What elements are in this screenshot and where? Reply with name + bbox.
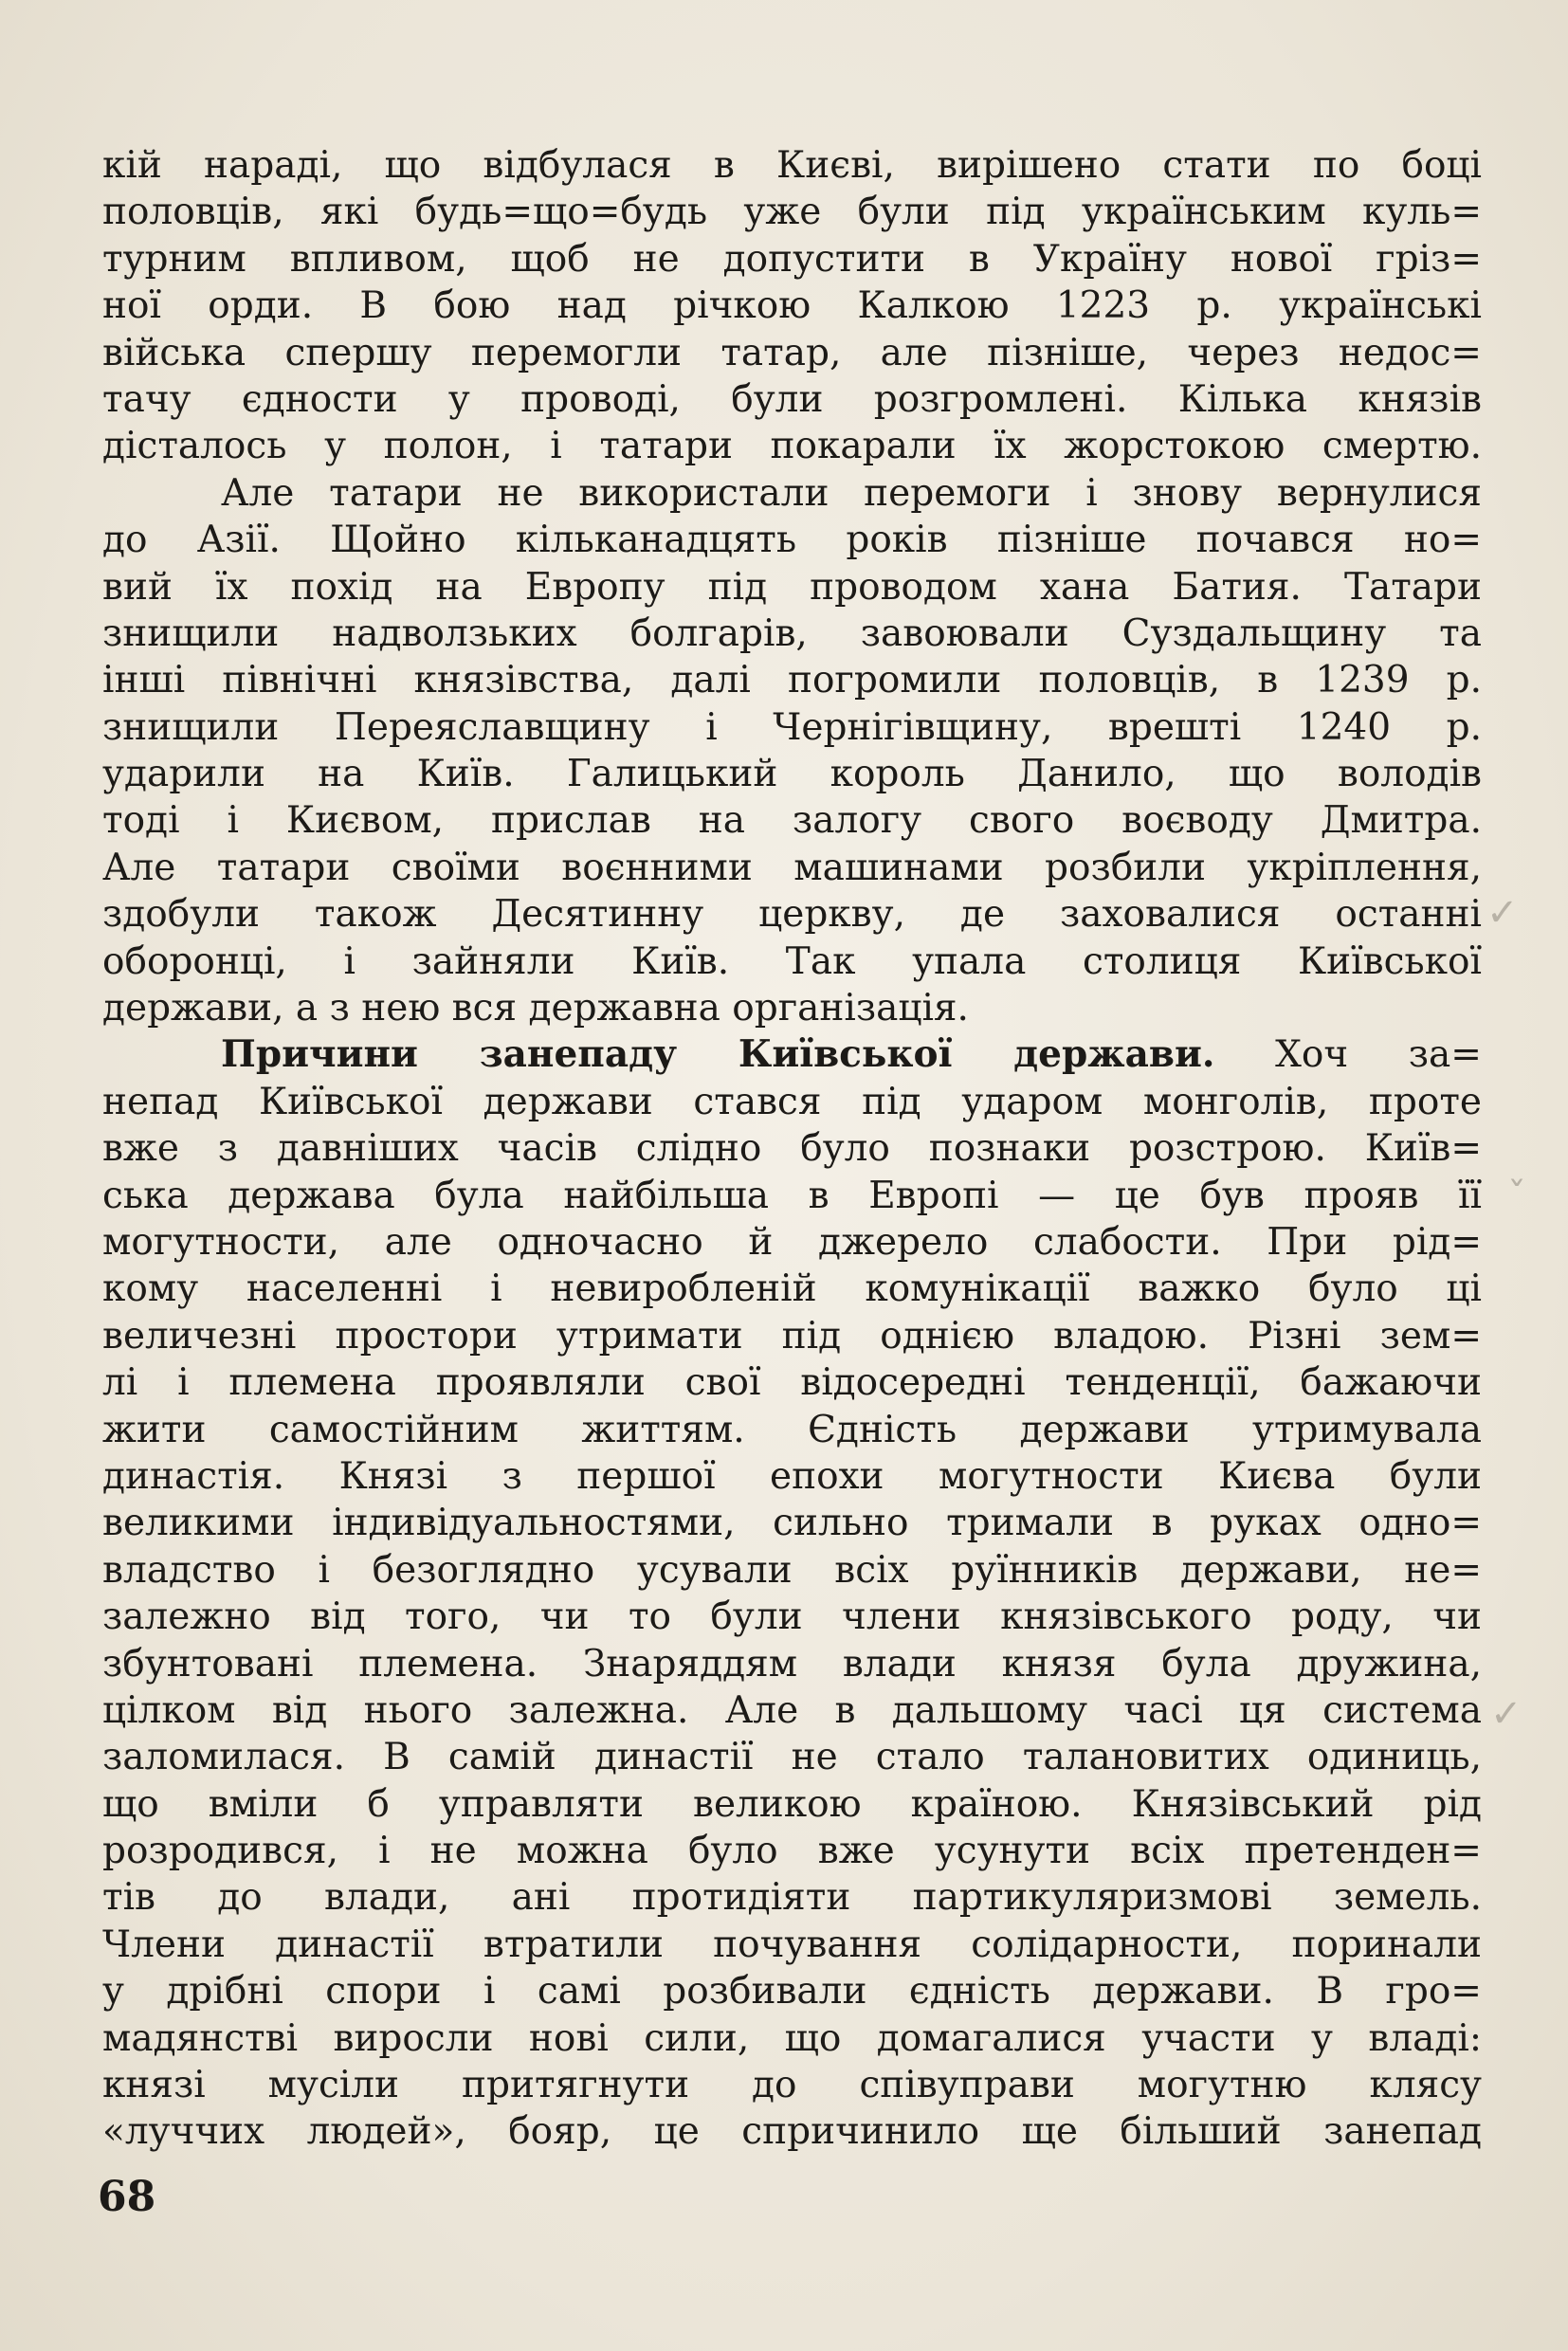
text-line: інші північні князівства, далі погромили половців, в 1239 р. — [102, 659, 1482, 702]
text-line: кому населенні і невиробленій комунікації важко було ці — [102, 1267, 1482, 1311]
text-line: тів до влади, ані протидіяти партикуляризмові земель. — [102, 1876, 1482, 1920]
text-line: тоді і Києвом, прислав на залогу свого воєводу Дмитра. — [102, 799, 1482, 843]
section-heading-line — [102, 1031, 1482, 1078]
text-line: могутности, але одночасно й джерело слабости. При рід= — [102, 1220, 1482, 1264]
text-line: непад Київської держави стався під ударом монголів, проте — [102, 1080, 1482, 1123]
text-line: князі мусіли притягнути до співуправи могутню клясу — [102, 2064, 1482, 2107]
text-line: що вміли б управляти великою країною. Князівський рід — [102, 1782, 1482, 1826]
text-line: Але татари не використали перемоги і знову вернулися — [221, 471, 1482, 515]
text-line: мадянстві виросли нові сили, що домагалися участи у владі: — [102, 2016, 1482, 2060]
text-line: тачу єдности у проводі, були розгромлені. Кілька князів — [102, 377, 1482, 421]
page-number: 68 — [98, 2173, 156, 2221]
pencil-mark: ✓ — [1486, 891, 1519, 935]
text-line: війська спершу перемогли татар, але пізніше, через недос= — [102, 331, 1482, 374]
text-line: дісталось у полон, і татари покарали їх жорстокою смертю. — [102, 425, 1482, 468]
section-heading: Причини занепаду Київської держави. — [221, 1032, 1215, 1077]
paragraph-1 — [102, 142, 1482, 470]
text-line: лі і племена проявляли свої відосередні тенденції, бажаючи — [102, 1361, 1482, 1405]
text-line: залежно від того, чи то були члени князівського роду, чи — [102, 1595, 1482, 1639]
text-line: Але татари своїми воєнними машинами розбили укріплення, — [102, 846, 1482, 889]
text-line: знищили надволзьких болгарів, завоювали Суздальщину та — [102, 611, 1482, 655]
text-line: великими індивідуальностями, сильно тримали в руках одно= — [102, 1502, 1482, 1545]
text-line: «луччих людей», бояр, це спричинило ще більший занепад — [102, 2110, 1482, 2154]
pencil-mark: ˇ — [1507, 1176, 1526, 1219]
text-line: турним впливом, щоб не допустити в Україну нової гріз= — [102, 237, 1482, 281]
text-line: владство і безоглядно усували всіх руїнників держави, не= — [102, 1548, 1482, 1592]
text-line: династія. Князі з першої епохи могутности Києва були — [102, 1454, 1482, 1498]
text-line: ська держава була найбільша в Европі — це був прояв її — [102, 1174, 1482, 1217]
text-line: цілком від нього залежна. Але в дальшому часі ця система — [102, 1688, 1482, 1732]
heading-line-rest: Хоч за= — [1275, 1033, 1482, 1077]
text-line: ударили на Київ. Галицький король Данило, що володів — [102, 753, 1482, 796]
text-line: до Азії. Щойно кільканадцять років пізніше почався но= — [102, 519, 1482, 562]
text-line: кій нараді, що відбулася в Києві, вирішено стати по боці — [102, 144, 1482, 187]
text-line: половців, які будь=що=будь уже були під українським куль= — [102, 191, 1482, 234]
text-line: знищили Переяславщину і Чернігівщину, врешті 1240 р. — [102, 705, 1482, 749]
paragraph-2 — [102, 470, 1482, 1032]
text-line: збунтовані племена. Знаряддям влади князя була дружина, — [102, 1642, 1482, 1686]
text-line: здобули також Десятинну церкву, де заховалися останні — [102, 893, 1482, 937]
text-line: вже з давніших часів слідно було познаки розстрою. Київ= — [102, 1127, 1482, 1171]
text-line: величезні простори утримати під однією владою. Різні зем= — [102, 1314, 1482, 1358]
text-line: оборонці, і зайняли Київ. Так упала столиця Київської — [102, 939, 1482, 983]
pencil-mark: ✓ — [1490, 1692, 1522, 1736]
text-line: Члени династії втратили почування солідарности, поринали — [102, 1923, 1482, 1966]
body-text — [102, 142, 1482, 2156]
text-line: жити самостійним життям. Єдність держави утримувала — [102, 1408, 1482, 1451]
paragraph-3 — [102, 1031, 1482, 2155]
text-line: держави, а з нею вся державна організація. — [102, 987, 969, 1030]
text-line: ної орди. В бою над річкою Калкою 1223 р. українські — [102, 284, 1482, 328]
text-line: розродився, і не можна було вже усунути всіх претенден= — [102, 1830, 1482, 1873]
text-line: вий їх похід на Европу під проводом хана Батия. Татари — [102, 565, 1482, 609]
text-line: у дрібні спори і самі розбивали єдність держави. В гро= — [102, 1970, 1482, 2014]
text-line: заломилася. В самій династії не стало талановитих одиниць, — [102, 1736, 1482, 1779]
